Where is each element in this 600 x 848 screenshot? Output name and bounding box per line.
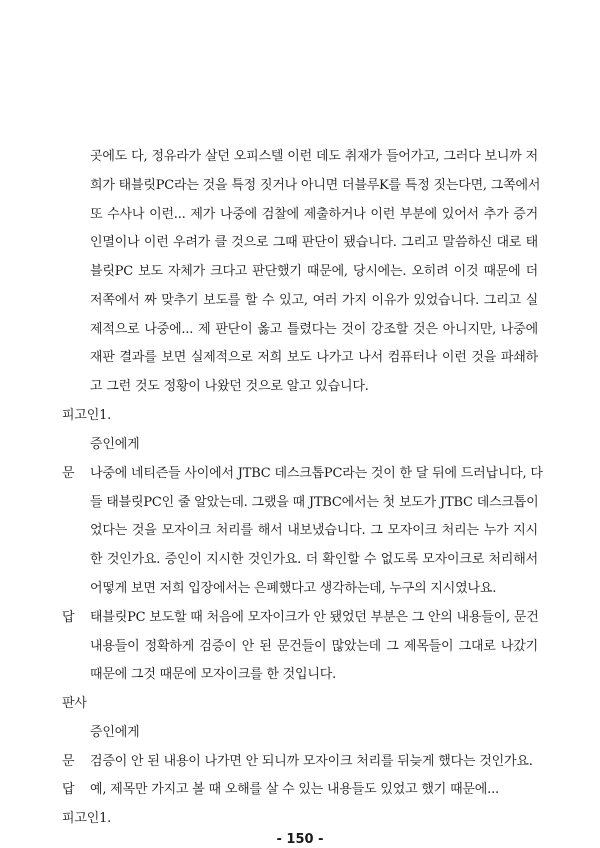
paragraph-line: 제적으로 나중에... 제 판단이 옳고 틀렸다는 것이 강조할 것은 아니지만, 나중에 [90,322,538,337]
speaker-label: 피고인1. [62,408,112,423]
paragraph-line: 인멸이나 이런 우려가 클 것으로 그때 판단이 됐습니다. 그리고 말씀하신 대로 태 [90,235,538,250]
question-line: 검증이 안 된 내용이 나가면 안 되니까 모자이크 처리를 뒤늦게 했다는 것인가요. [90,754,533,769]
question-line: 나중에 네티즌들 사이에서 JTBC 데스크톱PC라는 것이 한 달 뒤에 드러납니다, 다 [90,466,543,481]
question-line: 었다는 것을 모자이크 처리를 해서 내보냈습니다. 그 모자이크 처리는 누가 지시 [90,523,538,538]
addressee-label: 증인에게 [90,437,140,452]
paragraph-line: 저쪽에서 짜 맞추기 보도를 할 수 있고, 여러 가지 이유가 있었습니다. 그리고 실 [90,293,538,308]
paragraph-line: 곳에도 다, 정유라가 살던 오피스텔 이런 데도 취재가 들어가고, 그러다 보니까 저 [90,149,538,164]
question-line: 들 태블릿PC인 줄 알았는데. 그랬을 때 JTBC에서는 첫 보도가 JTBC 데스크톱이 [90,495,539,510]
paragraph-line: 재판 결과를 보면 실제적으로 저희 보도 나가고 나서 컴퓨터나 이런 것을 파쇄하 [90,350,538,365]
answer-line: 내용들이 정확하게 검증이 안 된 문건들이 많았는데 그 제목들이 그대로 나갔기 [90,639,538,654]
addressee-label: 증인에게 [90,725,140,740]
page-number: - 150 - [276,832,324,847]
paragraph-line: 희가 태블릿PC라는 것을 특정 짓거나 아니면 더블루K를 특정 짓는다면, 그쪽에서 [90,178,541,193]
answer-marker: 답 [62,610,75,625]
paragraph-line: 또 수사나 이런... 제가 나중에 검찰에 제출하거나 이런 부분에 있어서 추가 증거 [90,207,538,222]
question-line: 한 것인가요. 증인이 지시한 것인가요. 더 확인할 수 없도록 모자이크로 처리해서 [90,552,538,567]
answer-line: 때문에 그것 때문에 모자이크를 한 것입니다. [90,667,337,682]
speaker-label: 피고인1. [62,811,112,826]
paragraph-line: 블릿PC 보도 자체가 크다고 판단했기 때문에, 당시에는. 오히려 이것 때문에 더 [90,264,538,279]
answer-marker: 답 [62,782,75,797]
question-line: 어떻게 보면 저희 입장에서는 은폐했다고 생각하는데, 누구의 지시였나요. [90,581,497,596]
answer-line: 태블릿PC 보도할 때 처음에 모자이크가 안 됐었던 부분은 그 안의 내용들이, 문건 [90,610,539,625]
question-marker: 문 [62,754,75,769]
question-marker: 문 [62,466,75,481]
answer-line: 예, 제목만 가지고 볼 때 오해를 살 수 있는 내용들도 있었고 했기 때문에... [90,782,499,797]
speaker-label: 판사 [62,696,87,711]
paragraph-line: 고 그런 것도 정황이 나왔던 것으로 알고 있습니다. [90,379,369,394]
